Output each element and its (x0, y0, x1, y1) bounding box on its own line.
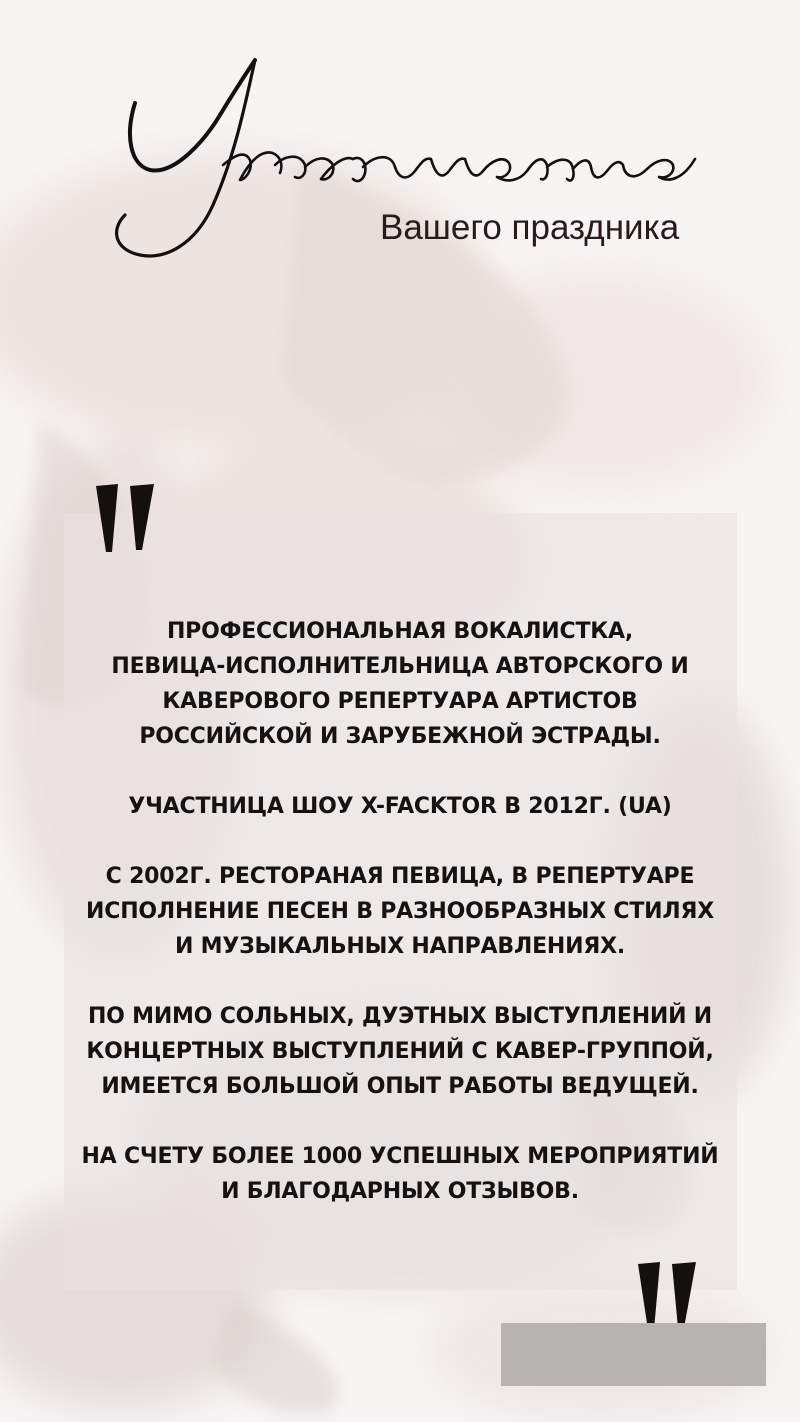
page-subtitle: Вашего праздника (380, 208, 680, 247)
bio-line: С 2002Г. РЕСТОРАНАЯ ПЕВИЦА, В РЕПЕРТУАРЕ (105, 864, 695, 889)
bio-line: ПРОФЕССИОНАЛЬНАЯ ВОКАЛИСТКА, (166, 619, 634, 644)
bio-paragraph-xfactor (70, 789, 730, 824)
bio-line: КОНЦЕРТНЫХ ВЫСТУПЛЕНИЙ С КАВЕР-ГРУППОЙ, (86, 1039, 714, 1064)
bio-paragraph-events (70, 1139, 730, 1209)
bio-line: ПО МИМО СОЛЬНЫХ, ДУЭТНЫХ ВЫСТУПЛЕНИЙ И (87, 1004, 713, 1029)
bio-paragraph-experience (70, 859, 730, 964)
bio-line: ПЕВИЦА-ИСПОЛНИТЕЛЬНИЦА АВТОРСКОГО И (111, 654, 689, 679)
bio-paragraph-intro (70, 614, 730, 754)
redacted-block (501, 1323, 766, 1386)
bio-line: И МУЗЫКАЛЬНЫХ НАПРАВЛЕНИЯХ. (175, 934, 625, 959)
bio-paragraph-host (70, 999, 730, 1104)
quote-open-icon (92, 480, 162, 556)
bio-line: И БЛАГОДАРНЫХ ОТЗЫВОВ. (221, 1179, 579, 1204)
bio-line: НА СЧЕТУ БОЛЕЕ 1000 УСПЕШНЫХ МЕРОПРИЯТИЙ (81, 1144, 719, 1169)
bio-line: КАВЕРОВОГО РЕПЕРТУАРА АРТИСТОВ (162, 689, 638, 714)
bio-line: УЧАСТНИЦА ШОУ X-FACKTOR В 2012Г. (UA) (128, 794, 672, 819)
bio-line: ИМЕЕТСЯ БОЛЬШОЙ ОПЫТ РАБОТЫ ВЕДУЩЕЙ. (101, 1074, 699, 1099)
bio-line: ИСПОЛНЕНИЕ ПЕСЕН В РАЗНООБРАЗНЫХ СТИЛЯХ (86, 899, 714, 924)
bio-line: РОССИЙСКОЙ И ЗАРУБЕЖНОЙ ЭСТРАДЫ. (139, 724, 661, 749)
bio-text (70, 614, 730, 1209)
